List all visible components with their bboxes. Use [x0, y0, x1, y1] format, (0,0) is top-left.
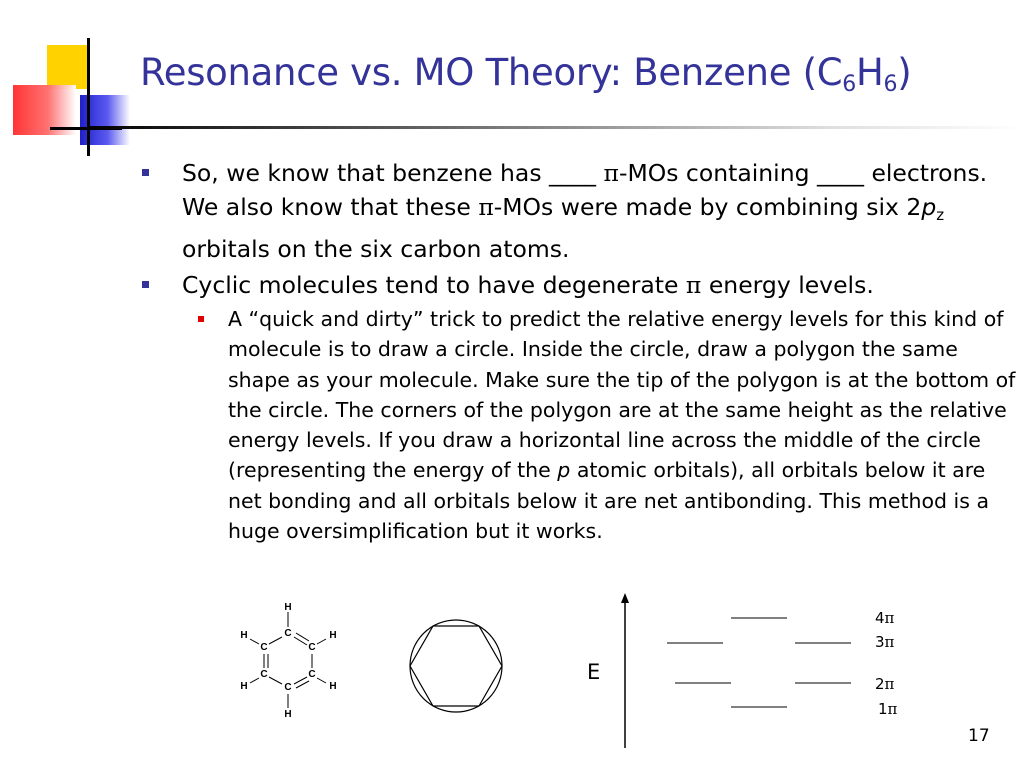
bullet-list [142, 156, 1022, 546]
sub-bullet-marker [198, 316, 204, 322]
title-text-h: H [856, 51, 884, 94]
frost-circle [410, 620, 502, 712]
pi-symbol: π [603, 159, 619, 187]
level-label-1pi: 1π [878, 700, 898, 718]
level-label-2pi: 2π [875, 675, 895, 693]
atom-c: C [284, 682, 292, 693]
italic-p: p [557, 458, 571, 483]
bullet-marker [142, 281, 149, 288]
sub-bullet-item [188, 304, 1018, 546]
level-label-3pi: 3π [875, 633, 895, 651]
bullet-text: energy levels. [701, 271, 874, 299]
bullet-text: orbitals on the six carbon atoms. [182, 235, 570, 263]
benzene-structure [228, 598, 350, 720]
bullet-text: Cyclic molecules tend to have degenerate [182, 271, 686, 299]
atom-h: H [284, 709, 292, 720]
pi-symbol: π [478, 193, 494, 221]
atom-h: H [329, 681, 337, 692]
atom-c: C [308, 642, 316, 653]
sub-bullet-text: atomic orbitals), all orbitals below it are net bonding and all orbitals below it are net antibonding. This method is a huge oversimplification but it works. [228, 458, 990, 544]
atom-h: H [240, 630, 248, 641]
bullet-text: -MOs containing ____ electrons. We also know that these [182, 159, 988, 221]
bullet-text: So, we know that benzene has ____ [182, 159, 604, 187]
italic-p: p [921, 193, 937, 221]
title-text: Resonance vs. MO Theory: Benzene (C [140, 51, 843, 94]
atom-c: C [260, 669, 268, 680]
bullet-marker [142, 169, 149, 176]
title-subscript-1: 6 [842, 72, 856, 97]
frost-hexagon [410, 626, 502, 706]
slide-title [140, 51, 911, 97]
atom-h: H [240, 681, 248, 692]
pi-symbol: π [685, 271, 702, 299]
bullet-text: -MOs were made by combining six 2 [493, 193, 922, 221]
sub-bullet-text: A “quick and dirty” trick to predict the relative energy levels for this kind of molecule is to draw a circle. Inside the circle, draw a polygon the same shape as your molecule. Make sure the tip of the polygon is at the bottom of the circle. The corners of the polygon are at the same height as the relative energy levels. If you draw a horizontal line across the middle of the circle (representing the energy of the [228, 307, 1016, 483]
title-text-end: ) [897, 51, 912, 94]
bullet-item-2 [142, 268, 1022, 302]
title-subscript-2: 6 [883, 72, 898, 97]
decor-yellow-square [47, 45, 89, 89]
frost-circle-diagram [405, 615, 507, 717]
level-label-4pi: 4π [875, 609, 895, 627]
energy-axis-label: E [587, 660, 601, 684]
atom-h: H [329, 630, 337, 641]
decor-vertical-line [87, 38, 90, 156]
energy-level-diagram [615, 590, 905, 752]
bullet-item-1 [142, 156, 1022, 266]
energy-axis-arrowhead [621, 593, 629, 603]
subscript-z: z [936, 206, 945, 224]
title-underline [88, 126, 1024, 129]
page-number: 17 [968, 726, 990, 746]
atom-c: C [260, 642, 268, 653]
atom-h: H [284, 602, 292, 613]
atom-c: C [284, 628, 292, 639]
atom-c: C [308, 669, 316, 680]
